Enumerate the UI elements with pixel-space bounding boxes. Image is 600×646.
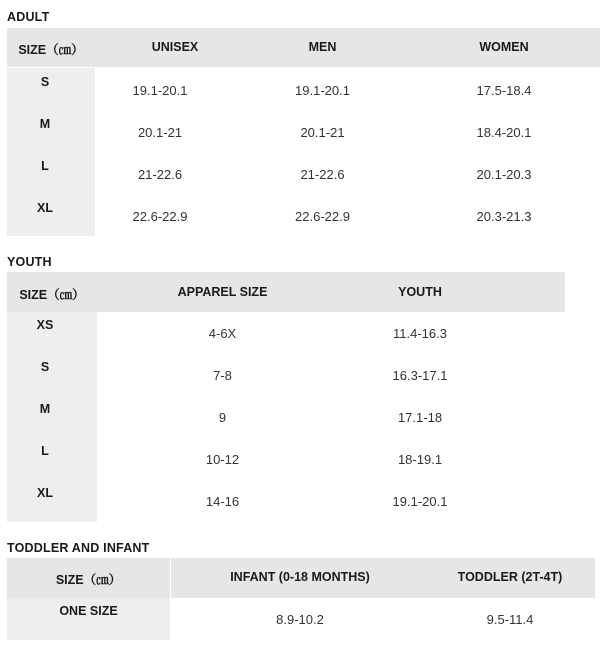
table-cell: 19.1-20.1	[392, 494, 448, 509]
table-cell: 10-12	[205, 452, 240, 467]
table-cell: 14-16	[205, 494, 240, 509]
youth-row-size: XL	[37, 486, 53, 500]
table-cell: 7-8	[213, 368, 232, 383]
table-cell: 17.5-18.4	[476, 83, 532, 98]
youth-size-header: SIZE（㎝）	[19, 288, 85, 302]
table-cell: 17.1-18	[397, 410, 443, 425]
table-cell: 9	[218, 410, 227, 425]
table-cell: 11.4-16.3	[393, 326, 447, 341]
adult-row-size: M	[39, 117, 51, 131]
adult-col-women: WOMEN	[479, 40, 529, 54]
table-cell: 4-6X	[208, 326, 237, 341]
table-cell: 18-19.1	[397, 452, 443, 467]
table-cell: 9.5-11.4	[486, 612, 534, 627]
toddler-row-size: ONE SIZE	[59, 604, 118, 618]
table-cell: 19.1-20.1	[295, 83, 350, 98]
toddler-col-infant: INFANT (0-18 MONTHS)	[230, 570, 370, 584]
toddler-section-title: TODDLER AND INFANT	[7, 541, 150, 555]
table-cell: 20.3-21.3	[476, 209, 532, 224]
table-cell: 8.9-10.2	[276, 612, 324, 627]
adult-row-size: L	[41, 159, 49, 173]
table-cell: 21-22.6	[137, 167, 183, 182]
adult-col-men: MEN	[308, 40, 337, 54]
youth-col-apparel: APPAREL SIZE	[177, 285, 268, 299]
adult-row-size: XL	[37, 201, 53, 215]
adult-row-size: S	[40, 75, 50, 89]
toddler-header-divider	[170, 558, 171, 598]
adult-section-title: ADULT	[7, 10, 50, 24]
table-cell: 20.1-21	[300, 125, 345, 140]
adult-col-unisex: UNISEX	[151, 40, 199, 54]
youth-col-youth: YOUTH	[398, 285, 442, 299]
table-cell: 20.1-20.3	[476, 167, 532, 182]
table-cell: 21-22.6	[300, 167, 345, 182]
youth-row-size: S	[40, 360, 50, 374]
toddler-size-header: SIZE（㎝）	[55, 573, 122, 587]
table-cell: 22.6-22.9	[132, 209, 188, 224]
adult-header-divider	[7, 67, 600, 68]
adult-size-header: SIZE（㎝）	[18, 43, 84, 57]
table-cell: 19.1-20.1	[132, 83, 188, 98]
table-cell: 20.1-21	[137, 125, 183, 140]
table-cell: 18.4-20.1	[476, 125, 532, 140]
toddler-col-toddler: TODDLER (2T-4T)	[457, 570, 563, 584]
youth-section-title: YOUTH	[7, 255, 52, 269]
youth-row-size: XS	[36, 318, 54, 332]
youth-row-size: M	[39, 402, 51, 416]
table-cell: 16.3-17.1	[392, 368, 448, 383]
youth-row-size: L	[41, 444, 49, 458]
table-cell: 22.6-22.9	[295, 209, 350, 224]
